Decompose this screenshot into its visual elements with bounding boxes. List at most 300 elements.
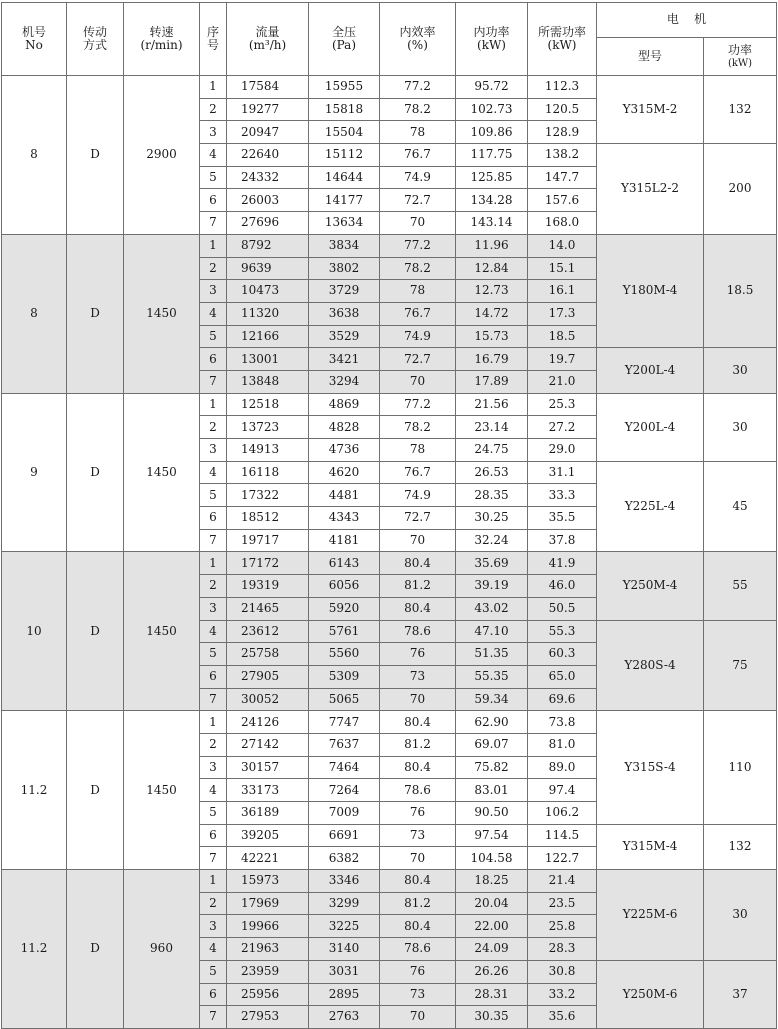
col-pressure xyxy=(309,3,380,76)
efficiency-cell: 80.4 xyxy=(380,711,456,734)
required-power-cell: 23.5 xyxy=(528,892,597,915)
seq-cell: 3 xyxy=(200,915,227,938)
drive-cell: D xyxy=(67,234,124,393)
internal-power-cell: 43.02 xyxy=(456,597,528,620)
internal-power-cell: 23.14 xyxy=(456,416,528,439)
pressure-cell: 4620 xyxy=(309,461,380,484)
motor-power-cell: 132 xyxy=(704,76,777,144)
pressure-cell: 4828 xyxy=(309,416,380,439)
efficiency-cell: 78.2 xyxy=(380,257,456,280)
required-power-cell: 69.6 xyxy=(528,688,597,711)
required-power-cell: 27.2 xyxy=(528,416,597,439)
efficiency-cell: 78 xyxy=(380,121,456,144)
pressure-cell: 4736 xyxy=(309,439,380,462)
internal-power-cell: 24.09 xyxy=(456,938,528,961)
efficiency-cell: 70 xyxy=(380,847,456,870)
flow-cell: 16118 xyxy=(227,461,309,484)
flow-cell: 17584 xyxy=(227,76,309,99)
efficiency-cell: 76.7 xyxy=(380,302,456,325)
seq-cell: 1 xyxy=(200,76,227,99)
col-motor-label: 电 机 xyxy=(666,12,707,27)
required-power-cell: 138.2 xyxy=(528,144,597,167)
required-power-cell: 37.8 xyxy=(528,529,597,552)
required-power-cell: 128.9 xyxy=(528,121,597,144)
required-power-cell: 15.1 xyxy=(528,257,597,280)
flow-cell: 10473 xyxy=(227,280,309,303)
flow-cell: 23612 xyxy=(227,620,309,643)
pressure-cell: 14644 xyxy=(309,166,380,189)
flow-cell: 30157 xyxy=(227,756,309,779)
speed-cell: 2900 xyxy=(124,76,200,235)
internal-power-cell: 104.58 xyxy=(456,847,528,870)
pressure-cell: 3529 xyxy=(309,325,380,348)
required-power-cell: 60.3 xyxy=(528,643,597,666)
motor-model-cell: Y315S-4 xyxy=(597,711,704,824)
efficiency-cell: 72.7 xyxy=(380,348,456,371)
flow-cell: 17322 xyxy=(227,484,309,507)
table-row xyxy=(2,552,777,575)
efficiency-cell: 76.7 xyxy=(380,461,456,484)
col-internal-power-label: 内功率 xyxy=(473,24,510,39)
col-machine-no xyxy=(2,3,67,76)
flow-cell: 15973 xyxy=(227,870,309,893)
efficiency-cell: 78.2 xyxy=(380,98,456,121)
efficiency-cell: 70 xyxy=(380,1006,456,1029)
motor-power-cell: 55 xyxy=(704,552,777,620)
seq-cell: 6 xyxy=(200,665,227,688)
pressure-cell: 15112 xyxy=(309,144,380,167)
required-power-cell: 16.1 xyxy=(528,280,597,303)
internal-power-cell: 17.89 xyxy=(456,370,528,393)
pressure-cell: 4181 xyxy=(309,529,380,552)
col-required-power-unit: (kW) xyxy=(547,38,577,52)
seq-cell: 4 xyxy=(200,779,227,802)
speed-cell: 1450 xyxy=(124,234,200,393)
internal-power-cell: 83.01 xyxy=(456,779,528,802)
drive-cell: D xyxy=(67,870,124,1029)
col-efficiency-unit: (%) xyxy=(407,38,428,52)
efficiency-cell: 73 xyxy=(380,983,456,1006)
required-power-cell: 97.4 xyxy=(528,779,597,802)
flow-cell: 27953 xyxy=(227,1006,309,1029)
pressure-cell: 3031 xyxy=(309,960,380,983)
motor-power-cell: 30 xyxy=(704,870,777,961)
pressure-cell: 15504 xyxy=(309,121,380,144)
flow-cell: 26003 xyxy=(227,189,309,212)
pressure-cell: 4869 xyxy=(309,393,380,416)
internal-power-cell: 14.72 xyxy=(456,302,528,325)
flow-cell: 22640 xyxy=(227,144,309,167)
internal-power-cell: 117.75 xyxy=(456,144,528,167)
col-efficiency-label: 内效率 xyxy=(399,24,436,39)
flow-cell: 17969 xyxy=(227,892,309,915)
efficiency-cell: 80.4 xyxy=(380,870,456,893)
seq-cell: 4 xyxy=(200,461,227,484)
seq-cell: 3 xyxy=(200,756,227,779)
col-internal-power-unit: (kW) xyxy=(477,38,506,52)
efficiency-cell: 76.7 xyxy=(380,144,456,167)
efficiency-cell: 80.4 xyxy=(380,915,456,938)
pressure-cell: 15818 xyxy=(309,98,380,121)
col-motor-power-unit: (kW) xyxy=(727,57,753,69)
efficiency-cell: 73 xyxy=(380,665,456,688)
required-power-cell: 81.0 xyxy=(528,733,597,756)
speed-cell: 1450 xyxy=(124,711,200,870)
col-motor-power xyxy=(704,38,777,76)
required-power-cell: 73.8 xyxy=(528,711,597,734)
required-power-cell: 25.3 xyxy=(528,393,597,416)
col-efficiency xyxy=(380,3,456,76)
internal-power-cell: 20.04 xyxy=(456,892,528,915)
col-machine-no-en: No xyxy=(25,38,43,52)
col-pressure-unit: (Pa) xyxy=(331,38,357,52)
seq-cell: 4 xyxy=(200,144,227,167)
required-power-cell: 29.0 xyxy=(528,439,597,462)
efficiency-cell: 70 xyxy=(380,529,456,552)
pressure-cell: 3140 xyxy=(309,938,380,961)
flow-cell: 13723 xyxy=(227,416,309,439)
required-power-cell: 21.0 xyxy=(528,370,597,393)
pressure-cell: 3346 xyxy=(309,870,380,893)
motor-model-cell: Y315M-2 xyxy=(597,76,704,144)
flow-cell: 25758 xyxy=(227,643,309,666)
pressure-cell: 7747 xyxy=(309,711,380,734)
seq-cell: 7 xyxy=(200,529,227,552)
motor-power-cell: 30 xyxy=(704,393,777,461)
flow-cell: 27142 xyxy=(227,733,309,756)
internal-power-cell: 30.35 xyxy=(456,1006,528,1029)
required-power-cell: 106.2 xyxy=(528,802,597,825)
flow-cell: 18512 xyxy=(227,507,309,530)
internal-power-cell: 12.73 xyxy=(456,280,528,303)
pressure-cell: 3225 xyxy=(309,915,380,938)
required-power-cell: 89.0 xyxy=(528,756,597,779)
flow-cell: 21465 xyxy=(227,597,309,620)
motor-power-cell: 75 xyxy=(704,620,777,711)
machine-no-cell: 8 xyxy=(2,234,67,393)
speed-cell: 1450 xyxy=(124,393,200,552)
pressure-cell: 15955 xyxy=(309,76,380,99)
drive-cell: D xyxy=(67,552,124,711)
motor-model-cell: Y225L-4 xyxy=(597,461,704,552)
seq-cell: 1 xyxy=(200,711,227,734)
motor-power-cell: 110 xyxy=(704,711,777,824)
efficiency-cell: 73 xyxy=(380,824,456,847)
table-body xyxy=(2,76,777,1029)
efficiency-cell: 80.4 xyxy=(380,597,456,620)
drive-cell: D xyxy=(67,393,124,552)
pressure-cell: 4343 xyxy=(309,507,380,530)
required-power-cell: 14.0 xyxy=(528,234,597,257)
efficiency-cell: 72.7 xyxy=(380,507,456,530)
required-power-cell: 157.6 xyxy=(528,189,597,212)
motor-model-cell: Y280S-4 xyxy=(597,620,704,711)
efficiency-cell: 78.6 xyxy=(380,779,456,802)
seq-cell: 3 xyxy=(200,280,227,303)
flow-cell: 39205 xyxy=(227,824,309,847)
efficiency-cell: 70 xyxy=(380,212,456,235)
required-power-cell: 55.3 xyxy=(528,620,597,643)
efficiency-cell: 78.6 xyxy=(380,938,456,961)
required-power-cell: 25.8 xyxy=(528,915,597,938)
col-required-power xyxy=(528,3,597,76)
required-power-cell: 112.3 xyxy=(528,76,597,99)
internal-power-cell: 26.53 xyxy=(456,461,528,484)
motor-power-cell: 132 xyxy=(704,824,777,869)
internal-power-cell: 30.25 xyxy=(456,507,528,530)
flow-cell: 8792 xyxy=(227,234,309,257)
seq-cell: 5 xyxy=(200,643,227,666)
col-transmission-label: 传动 xyxy=(82,24,107,39)
col-flow-label: 流量 xyxy=(255,24,280,39)
required-power-cell: 21.4 xyxy=(528,870,597,893)
seq-cell: 2 xyxy=(200,98,227,121)
seq-cell: 2 xyxy=(200,257,227,280)
required-power-cell: 65.0 xyxy=(528,665,597,688)
motor-power-cell: 200 xyxy=(704,144,777,235)
internal-power-cell: 26.26 xyxy=(456,960,528,983)
internal-power-cell: 62.90 xyxy=(456,711,528,734)
flow-cell: 17172 xyxy=(227,552,309,575)
flow-cell: 36189 xyxy=(227,802,309,825)
efficiency-cell: 70 xyxy=(380,370,456,393)
seq-cell: 2 xyxy=(200,892,227,915)
internal-power-cell: 75.82 xyxy=(456,756,528,779)
pressure-cell: 2895 xyxy=(309,983,380,1006)
required-power-cell: 30.8 xyxy=(528,960,597,983)
table-header xyxy=(2,3,777,76)
machine-no-cell: 11.2 xyxy=(2,711,67,870)
motor-model-cell: Y250M-4 xyxy=(597,552,704,620)
internal-power-cell: 90.50 xyxy=(456,802,528,825)
flow-cell: 27905 xyxy=(227,665,309,688)
internal-power-cell: 134.28 xyxy=(456,189,528,212)
internal-power-cell: 59.34 xyxy=(456,688,528,711)
flow-cell: 13848 xyxy=(227,370,309,393)
seq-cell: 3 xyxy=(200,121,227,144)
required-power-cell: 17.3 xyxy=(528,302,597,325)
motor-power-cell: 18.5 xyxy=(704,234,777,347)
flow-cell: 12518 xyxy=(227,393,309,416)
seq-cell: 1 xyxy=(200,552,227,575)
efficiency-cell: 74.9 xyxy=(380,484,456,507)
pressure-cell: 3834 xyxy=(309,234,380,257)
required-power-cell: 19.7 xyxy=(528,348,597,371)
pressure-cell: 13634 xyxy=(309,212,380,235)
efficiency-cell: 81.2 xyxy=(380,892,456,915)
machine-no-cell: 8 xyxy=(2,76,67,235)
flow-cell: 9639 xyxy=(227,257,309,280)
flow-cell: 24332 xyxy=(227,166,309,189)
pressure-cell: 7264 xyxy=(309,779,380,802)
col-flow-unit: (m³/h) xyxy=(248,38,287,52)
required-power-cell: 41.9 xyxy=(528,552,597,575)
col-seq-label: 序号 xyxy=(206,24,219,52)
seq-cell: 1 xyxy=(200,393,227,416)
flow-cell: 14913 xyxy=(227,439,309,462)
efficiency-cell: 72.7 xyxy=(380,189,456,212)
required-power-cell: 31.1 xyxy=(528,461,597,484)
pressure-cell: 3638 xyxy=(309,302,380,325)
efficiency-cell: 81.2 xyxy=(380,733,456,756)
internal-power-cell: 28.35 xyxy=(456,484,528,507)
internal-power-cell: 97.54 xyxy=(456,824,528,847)
seq-cell: 7 xyxy=(200,1006,227,1029)
internal-power-cell: 51.35 xyxy=(456,643,528,666)
internal-power-cell: 22.00 xyxy=(456,915,528,938)
pressure-cell: 6691 xyxy=(309,824,380,847)
internal-power-cell: 12.84 xyxy=(456,257,528,280)
required-power-cell: 28.3 xyxy=(528,938,597,961)
motor-power-cell: 45 xyxy=(704,461,777,552)
efficiency-cell: 74.9 xyxy=(380,325,456,348)
internal-power-cell: 11.96 xyxy=(456,234,528,257)
seq-cell: 4 xyxy=(200,302,227,325)
pressure-cell: 3802 xyxy=(309,257,380,280)
pressure-cell: 4481 xyxy=(309,484,380,507)
internal-power-cell: 35.69 xyxy=(456,552,528,575)
internal-power-cell: 125.85 xyxy=(456,166,528,189)
seq-cell: 3 xyxy=(200,597,227,620)
flow-cell: 33173 xyxy=(227,779,309,802)
pressure-cell: 14177 xyxy=(309,189,380,212)
flow-cell: 11320 xyxy=(227,302,309,325)
pressure-cell: 7637 xyxy=(309,733,380,756)
flow-cell: 30052 xyxy=(227,688,309,711)
table-row xyxy=(2,870,777,893)
internal-power-cell: 24.75 xyxy=(456,439,528,462)
flow-cell: 19277 xyxy=(227,98,309,121)
machine-no-cell: 10 xyxy=(2,552,67,711)
pressure-cell: 5560 xyxy=(309,643,380,666)
table-row xyxy=(2,711,777,734)
pressure-cell: 3421 xyxy=(309,348,380,371)
seq-cell: 1 xyxy=(200,870,227,893)
internal-power-cell: 102.73 xyxy=(456,98,528,121)
pressure-cell: 6382 xyxy=(309,847,380,870)
required-power-cell: 120.5 xyxy=(528,98,597,121)
table-row xyxy=(2,393,777,416)
flow-cell: 24126 xyxy=(227,711,309,734)
internal-power-cell: 109.86 xyxy=(456,121,528,144)
motor-model-cell: Y225M-6 xyxy=(597,870,704,961)
pressure-cell: 5309 xyxy=(309,665,380,688)
drive-cell: D xyxy=(67,711,124,870)
col-motor-model xyxy=(597,38,704,76)
efficiency-cell: 78 xyxy=(380,439,456,462)
pressure-cell: 6056 xyxy=(309,575,380,598)
efficiency-cell: 77.2 xyxy=(380,393,456,416)
motor-model-cell: Y180M-4 xyxy=(597,234,704,347)
flow-cell: 19717 xyxy=(227,529,309,552)
efficiency-cell: 77.2 xyxy=(380,76,456,99)
internal-power-cell: 21.56 xyxy=(456,393,528,416)
col-speed-unit: (r/min) xyxy=(140,38,183,52)
pressure-cell: 3729 xyxy=(309,280,380,303)
efficiency-cell: 76 xyxy=(380,802,456,825)
pressure-cell: 2763 xyxy=(309,1006,380,1029)
efficiency-cell: 80.4 xyxy=(380,756,456,779)
efficiency-cell: 80.4 xyxy=(380,552,456,575)
pressure-cell: 5761 xyxy=(309,620,380,643)
seq-cell: 5 xyxy=(200,325,227,348)
flow-cell: 25956 xyxy=(227,983,309,1006)
col-internal-power xyxy=(456,3,528,76)
seq-cell: 7 xyxy=(200,847,227,870)
col-machine-no-label: 机号 xyxy=(21,24,46,39)
flow-cell: 42221 xyxy=(227,847,309,870)
motor-model-cell: Y315L2-2 xyxy=(597,144,704,235)
internal-power-cell: 55.35 xyxy=(456,665,528,688)
required-power-cell: 35.6 xyxy=(528,1006,597,1029)
col-speed xyxy=(124,3,200,76)
required-power-cell: 168.0 xyxy=(528,212,597,235)
pressure-cell: 6143 xyxy=(309,552,380,575)
flow-cell: 23959 xyxy=(227,960,309,983)
efficiency-cell: 76 xyxy=(380,643,456,666)
seq-cell: 6 xyxy=(200,983,227,1006)
seq-cell: 4 xyxy=(200,938,227,961)
internal-power-cell: 143.14 xyxy=(456,212,528,235)
drive-cell: D xyxy=(67,76,124,235)
seq-cell: 2 xyxy=(200,575,227,598)
seq-cell: 6 xyxy=(200,348,227,371)
required-power-cell: 46.0 xyxy=(528,575,597,598)
col-pressure-label: 全压 xyxy=(331,24,356,39)
seq-cell: 6 xyxy=(200,824,227,847)
flow-cell: 20947 xyxy=(227,121,309,144)
seq-cell: 3 xyxy=(200,439,227,462)
speed-cell: 1450 xyxy=(124,552,200,711)
required-power-cell: 50.5 xyxy=(528,597,597,620)
internal-power-cell: 18.25 xyxy=(456,870,528,893)
col-transmission xyxy=(67,3,124,76)
speed-cell: 960 xyxy=(124,870,200,1029)
col-flow xyxy=(227,3,309,76)
motor-power-cell: 37 xyxy=(704,960,777,1028)
internal-power-cell: 39.19 xyxy=(456,575,528,598)
seq-cell: 5 xyxy=(200,166,227,189)
required-power-cell: 147.7 xyxy=(528,166,597,189)
flow-cell: 27696 xyxy=(227,212,309,235)
required-power-cell: 33.3 xyxy=(528,484,597,507)
col-transmission-label-2: 方式 xyxy=(82,38,107,52)
required-power-cell: 114.5 xyxy=(528,824,597,847)
seq-cell: 4 xyxy=(200,620,227,643)
seq-cell: 6 xyxy=(200,507,227,530)
fan-performance-table xyxy=(1,2,777,1029)
pressure-cell: 7009 xyxy=(309,802,380,825)
efficiency-cell: 77.2 xyxy=(380,234,456,257)
seq-cell: 6 xyxy=(200,189,227,212)
efficiency-cell: 81.2 xyxy=(380,575,456,598)
flow-cell: 19966 xyxy=(227,915,309,938)
seq-cell: 2 xyxy=(200,416,227,439)
flow-cell: 13001 xyxy=(227,348,309,371)
seq-cell: 2 xyxy=(200,733,227,756)
pressure-cell: 3299 xyxy=(309,892,380,915)
seq-cell: 7 xyxy=(200,212,227,235)
motor-model-cell: Y250M-6 xyxy=(597,960,704,1028)
table-row xyxy=(2,76,777,99)
machine-no-cell: 11.2 xyxy=(2,870,67,1029)
flow-cell: 19319 xyxy=(227,575,309,598)
efficiency-cell: 76 xyxy=(380,960,456,983)
internal-power-cell: 69.07 xyxy=(456,733,528,756)
motor-model-cell: Y200L-4 xyxy=(597,393,704,461)
col-motor-power-label: 功率 xyxy=(728,43,753,58)
seq-cell: 5 xyxy=(200,802,227,825)
